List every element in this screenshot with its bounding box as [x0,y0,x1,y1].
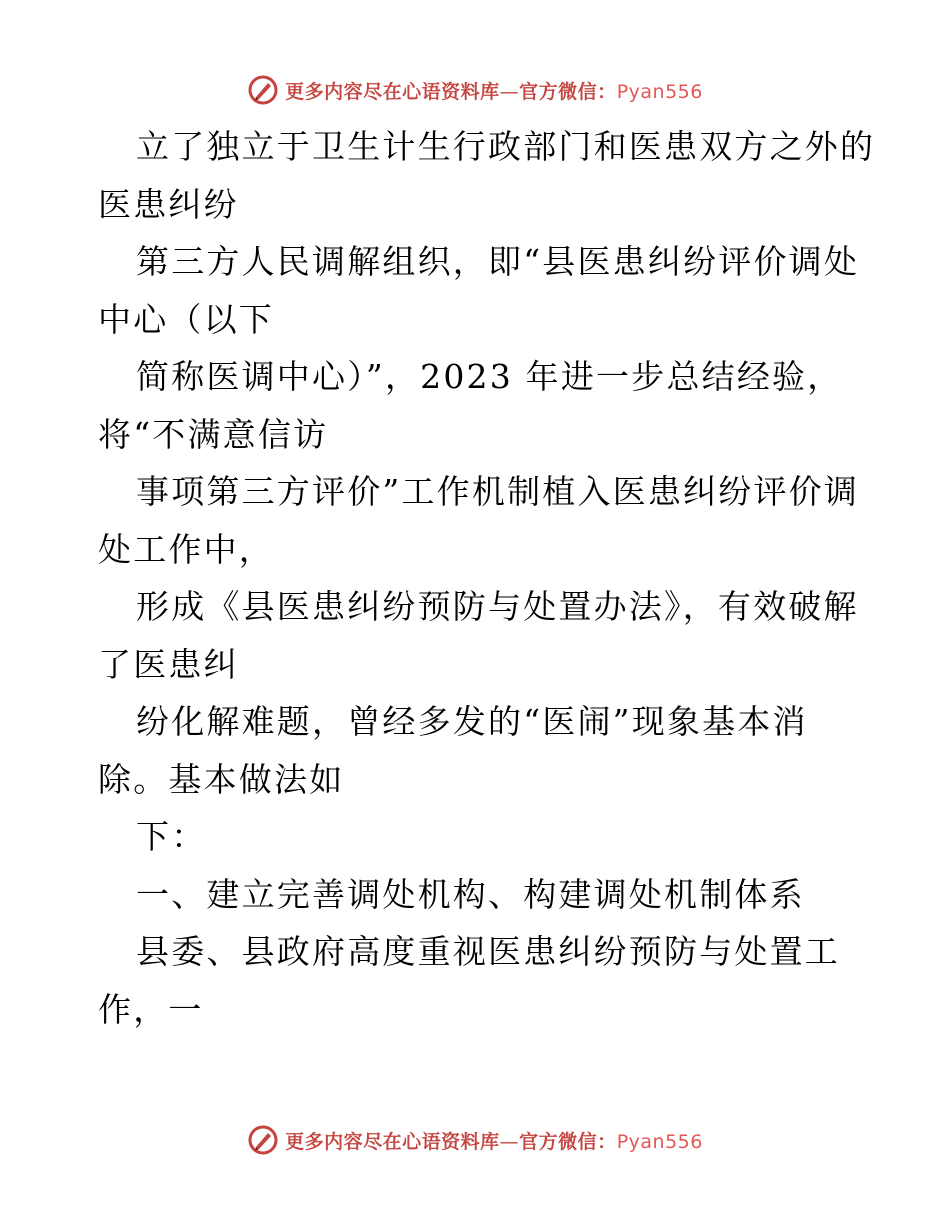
text-line: 医患纠纷 [98,184,239,224]
watermark-brand: 更多内容尽在心语资料库 [285,80,500,103]
watermark-text [285,1127,703,1154]
text-line: 下： [136,817,207,856]
watermark-account: Pyan556 [616,80,703,103]
watermark-contact: 官方微信： [519,1130,617,1153]
pen-logo-icon [247,74,279,106]
text-line: 了医患纠 [98,644,239,684]
footer-watermark [0,1120,950,1160]
text-line: 处工作中， [98,529,274,569]
header-watermark [0,70,950,110]
text-line: 纷化解难题，曾经多发的“医闹”现象基本消 [136,702,808,741]
watermark-account: Pyan556 [616,1130,703,1153]
watermark-dash: — [499,1130,520,1153]
text-line: 立了独立于卫生计生行政部门和医患双方之外的 [136,127,876,166]
text-line: 县委、县政府高度重视医患纠纷预防与处置工 [136,932,840,971]
text-line: 除。基本做法如 [98,759,345,799]
text-line: 第三方人民调解组织，即“县医患纠纷评价调处 [136,242,860,281]
body-text [98,118,876,1038]
pen-logo-icon [247,1124,279,1156]
text-line: 一、建立完善调处机构、构建调处机制体系 [136,874,805,914]
watermark-dash: — [499,80,520,103]
watermark-brand: 更多内容尽在心语资料库 [285,1130,500,1153]
text-line: 中心（以下 [98,299,274,339]
text-line: 将“不满意信访 [98,414,329,454]
text-line: 简称医调中心）”，2023 年进一步总结经验， [136,357,843,396]
watermark-text [285,77,703,104]
text-line: 形成《县医患纠纷预防与处置办法》，有效破解 [136,587,859,626]
text-line: 事项第三方评价”工作机制植入医患纠纷评价调 [136,472,860,511]
watermark-contact: 官方微信： [519,80,617,103]
text-line: 作，一 [98,989,204,1029]
